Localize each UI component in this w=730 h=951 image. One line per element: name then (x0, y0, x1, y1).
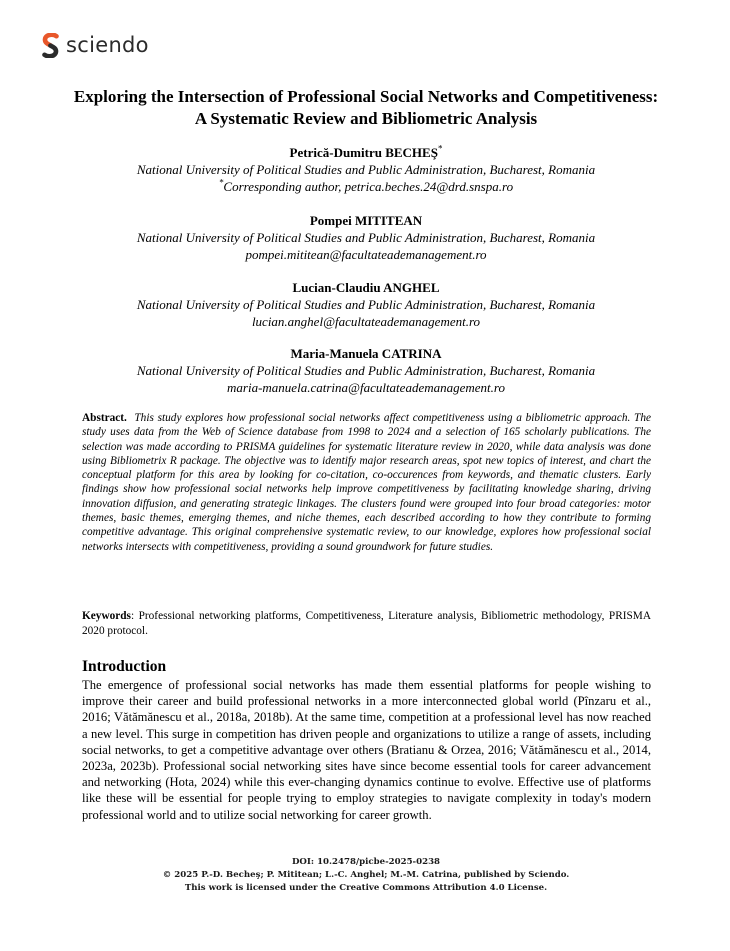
corresponding-note-marker: * (218, 177, 224, 188)
author-name: Maria-Manuela CATRINA (290, 346, 442, 361)
author-affiliation: National University of Political Studies and Public Administration, Bucharest, Romania (136, 297, 596, 312)
keywords (82, 609, 651, 639)
section-heading-introduction: Introduction (82, 658, 167, 675)
author-email[interactable]: maria-manuela.catrina@facultateademanagement.ro (227, 380, 505, 395)
abstract-label: Abstract. (82, 412, 127, 424)
author-block-2 (60, 212, 672, 263)
corresponding-marker: * (437, 143, 443, 154)
brand-name: sciendo (66, 33, 149, 57)
author-email[interactable]: pompei.mititean@facultateademanagement.ro (245, 247, 487, 262)
abstract (82, 411, 651, 554)
author-name: Pompei MITITEAN (309, 213, 423, 228)
author-affiliation: National University of Political Studies and Public Administration, Bucharest, Romania (136, 230, 596, 245)
author-block-1 (60, 144, 672, 195)
introduction-paragraph: The emergence of professional social networks has made them essential platforms for people wishing to improve their career and build professional networks in a more interconnected global world (Pînzaru et al., 2016; Vătămănescu et al., 2018a, 2018b). At the same time, competition at a professional level has now reached a new level. This surge in competition has driven people and organizations to utilize a range of assets, including social networks, to get a competitive advantage over others (Bratianu & Orzea, 2016; Vătămănescu et al., 2014, 2023a, 2023b). Professional social networking sites have since become essential tools for career advancement and networking (Hota, 2024) while this ever-changing dynamics continue to evolve. Effective use of platforms like these will be essential for people trying to employ strategies to navigate complexity in today's modern professional world and to utilize social networking for career growth. (82, 678, 651, 822)
author-email[interactable]: lucian.anghel@facultateademanagement.ro (251, 314, 481, 329)
abstract-text: This study explores how professional social networks affect competitiveness using a bibliometric approach. The study uses data from the Web of Science database from 1998 to 2024 and a selection of 165 scholarly publications. The selection was made according to PRISMA guidelines for systematic literature review in 2020, while data analysis was done using Bibliometrix R package. The objective was to identify major research areas, spot new topics of interest, and chart the conceptual platform for this area by looking for co-citation, co-occurences from keywords, and thematic clusters. Early findings show how professional social networks help improve competitiveness by facilitating knowledge sharing, driving innovation diffusion, and generating strategic linkages. The clusters found were grouped into four broad categories: motor themes, basic themes, emerging themes, and niche themes, each described according to how they contribute to forming competitive advantage. This original comprehensive systematic review, to our knowledge, explores how professional social networks intersects with competitiveness, providing a sound groundwork for future studies. (82, 412, 651, 553)
author-affiliation: National University of Political Studies and Public Administration, Bucharest, Romania (136, 162, 596, 177)
paper-title: Exploring the Intersection of Professional Social Networks and Competitiveness: A Systematic Review and Bibliometric Analysis (73, 87, 659, 128)
sciendo-logo-icon (42, 33, 59, 58)
author-name: Petrică-Dumitru BECHEŞ (289, 145, 438, 160)
doi-line[interactable]: DOI: 10.2478/picbe-2025-0238 (291, 857, 441, 867)
author-affiliation: National University of Political Studies and Public Administration, Bucharest, Romania (136, 363, 596, 378)
author-contact: Corresponding author, petrica.beches.24@drd.snspa.ro (223, 179, 514, 194)
author-name: Lucian-Claudiu ANGHEL (292, 280, 440, 295)
author-block-3 (60, 279, 672, 330)
publisher-logo (42, 33, 149, 58)
license-line: This work is licensed under the Creative Commons Attribution 4.0 License. (184, 883, 548, 893)
copyright-line: © 2025 P.-D. Becheş; P. Mititean; L.-C. Anghel; M.-M. Catrina, published by Sciendo. (162, 870, 570, 880)
page-footer (60, 856, 672, 895)
keywords-label: Keywords (82, 610, 131, 622)
author-block-4 (60, 345, 672, 396)
keywords-text: : Professional networking platforms, Competitiveness, Literature analysis, Bibliometric methodology, PRISMA 2020 protocol. (82, 610, 651, 637)
